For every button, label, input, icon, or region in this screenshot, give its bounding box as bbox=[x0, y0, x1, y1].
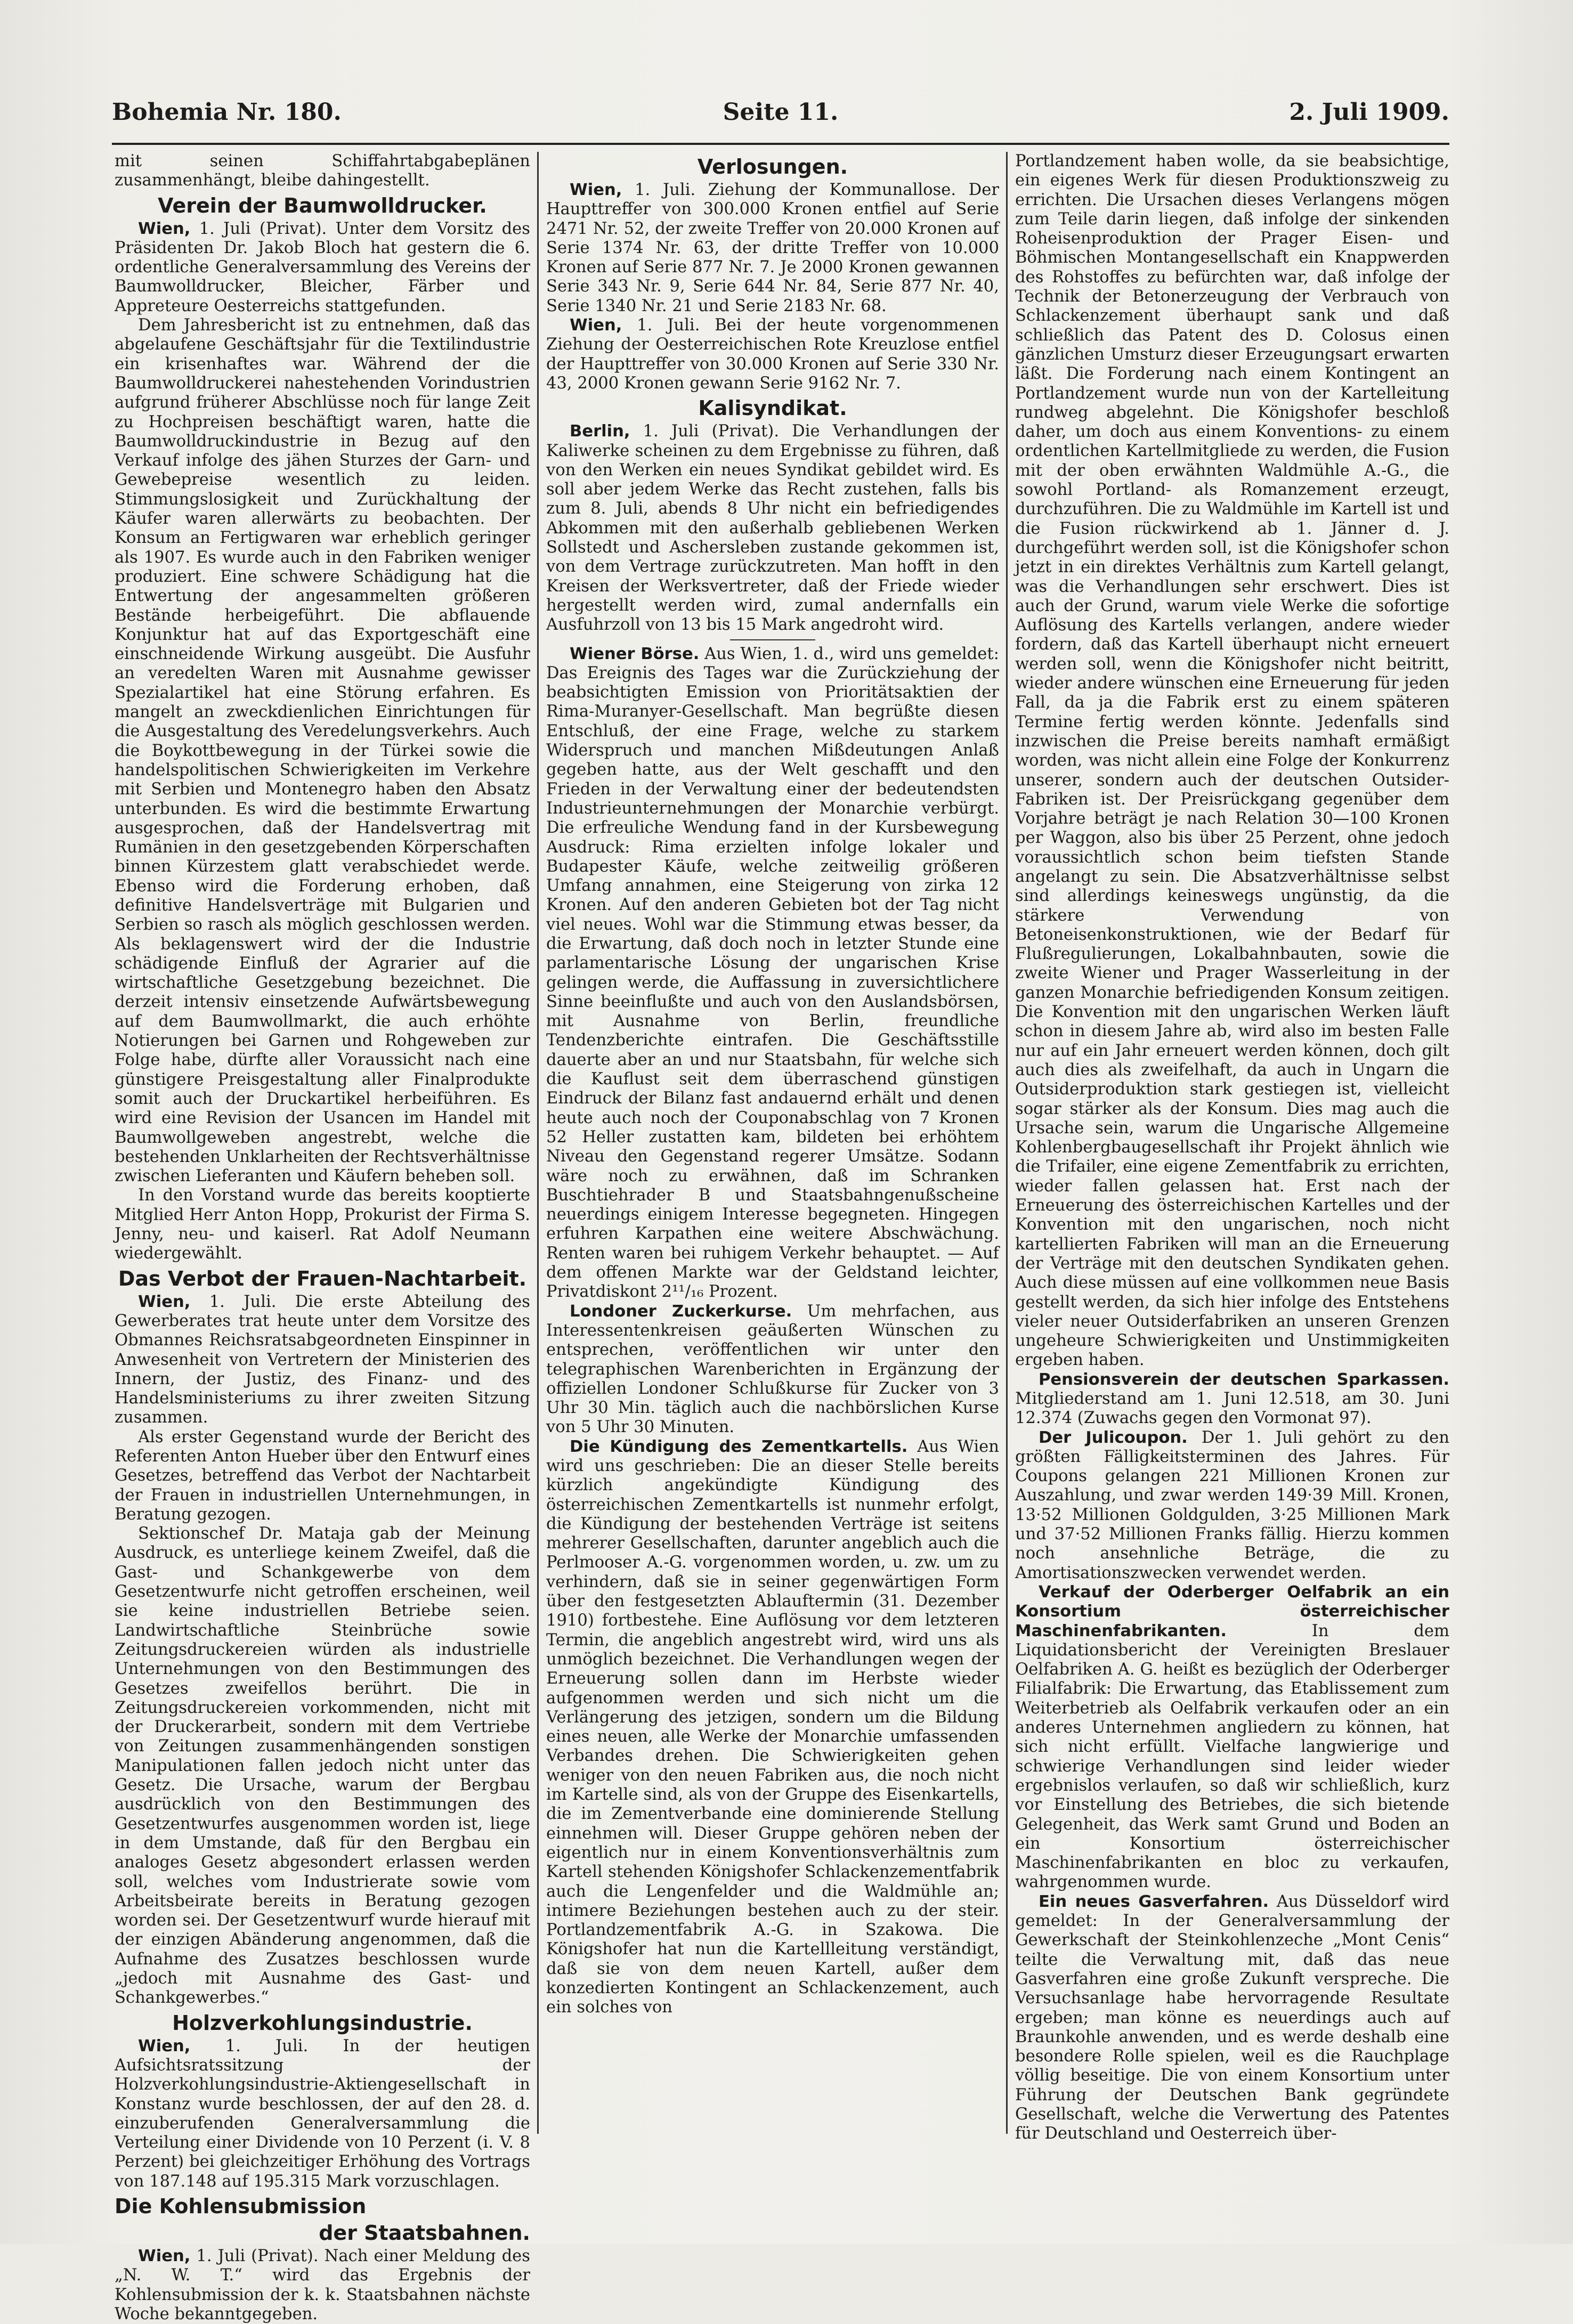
article-heading-verlosungen: Verlosungen. bbox=[697, 155, 848, 178]
article-paragraph bbox=[546, 422, 999, 635]
run-in-heading: Pensionsverein der deutschen Sparkassen. bbox=[1039, 1370, 1449, 1389]
paragraph-text: 1. Juli. In der heutigen Aufsichtsratssitzung der Holzverkohlungsindustrie-Aktiengesellschaft in Konstanz wurde beschlossen, der auf den 28. d. einzuberufenden Generalversammlung die Verteilung einer Dividende von 10 Perzent (i. V. 8 Perzent) bei gleichzeitiger Erhöhung des Vortrags von 187.148 auf 195.315 Mark vorzuschlagen. bbox=[115, 2036, 530, 2191]
run-in-heading: Die Kündigung des Zementkartells. bbox=[570, 1437, 908, 1456]
dateline: Wien, bbox=[138, 2246, 191, 2265]
run-in-heading: Verkauf der Oderberger Oelfabrik an ein Konsortium österreichischer Maschinenfabrikanten. bbox=[1015, 1582, 1449, 1640]
paragraph-text: Aus Düsseldorf wird gemeldet: In der Generalversammlung der Gewerkschaft der Steinkohlenzeche „Mont Cenis“ teilte die Verwaltung mit, daß das neue Gasverfahren eine große Zukunft verspreche. Die Versuchsanlage habe hervorragende Resultate ergeben; man könne es neuerdings auch auf Braunkohle anwenden, und es werde deshalb eine besondere Rolle spielen, weil es die Rauchplage völlig beseitige. Die von einem Konsortium unter Führung der Deutschen Bank gegründete Gesellschaft, welche die Verwertung des Patentes für Deutschland und Oesterreich über- bbox=[1015, 1892, 1449, 2143]
paragraph-text: Um mehrfachen, aus Interessentenkreisen geäußerten Wünschen zu entsprechen, veröffentlichen wir unter den telegraphischen Warenberichten in Ergänzung der offiziellen Londoner Schlußkurse für Zucker von 3 Uhr 30 Min. täglich auch die nachbörslichen Kurse von 5 Uhr 30 Minuten. bbox=[546, 1302, 999, 1437]
article-paragraph bbox=[546, 181, 999, 316]
article-heading-frauen-nachtarbeit: Das Verbot der Frauen-Nachtarbeit. bbox=[118, 1266, 527, 1290]
page-header bbox=[112, 99, 1449, 147]
article-continuation: mit seinen Schiffahrtabgabeplänen zusammenhängt, bleibe dahingestellt. bbox=[115, 152, 530, 190]
run-in-heading: Der Julicoupon. bbox=[1039, 1428, 1188, 1447]
column-2 bbox=[546, 152, 999, 2134]
article-paragraph bbox=[546, 316, 999, 393]
article-paragraph bbox=[115, 2247, 530, 2324]
paragraph-text: Aus Wien wird uns geschrieben: Die an dieser Stelle bereits kürzlich angekündigte Kündigung des österreichischen Zementkartells ist nunmehr erfolgt, die Kündigung der bestehenden Verträge ist seitens mehrerer Gesellschaften, darunter angeblich auch die Perlmooser A.-G. vorgenommen worden, u. zw. um zu verhindern, daß sie in seiner gegenwärtigen Form über den festgesetzten Ablauftermin (31. Dezember 1910) fortbestehe. Eine Auflösung vor dem letzteren Termin, die angeblich angestrebt wird, wird uns als unmöglich bezeichnet. Die Verhandlungen wegen der Erneuerung sollen dann im Herbste wieder aufgenommen werden und sich nicht um die Verlängerung des jetzigen, sondern um die Bildung eines neuen, alle Werke der Monarchie umfassenden Verbandes drehen. Die Schwierigkeiten gehen weniger von den neuen Fabriken aus, die noch nicht im Kartelle sind, als von der Gruppe des Eisenkartells, die im Zementverbande eine dominierende Stellung einnehmen will. Dieser Gruppe gehören neben der eigentlich nur in einem Konventionsverhältnis zum Kartell stehenden Königshofer Schlackenzementfabrik auch die Lengenfelder und die Waldmühle an; intimere Beziehungen bestehen auch zu der steir. Portlandzementfabrik A.-G. in Szakowa. Die Königshofer hat nun die Kartellleitung verständigt, daß sie von dem neuen Kartell, außer dem konzedierten Kontingent an Schlackenzement, auch ein solches von bbox=[546, 1437, 999, 2017]
article-paragraph bbox=[115, 1293, 530, 1428]
paragraph-text: 1. Juli. Ziehung der Kommunallose. Der Haupttreffer von 300.000 Kronen entfiel auf Serie 2471 Nr. 52, der zweite Treffer von 20.000 Kronen auf Serie 1374 Nr. 63, der dritte Treffer von 10.000 Kronen auf Serie 877 Nr. 7. Je 2000 Kronen gewannen Serie 343 Nr. 9, Serie 644 Nr. 84, Serie 877 Nr. 40, Serie 1340 Nr. 21 und Serie 2183 Nr. 68. bbox=[546, 181, 999, 315]
dateline: Wien, bbox=[138, 2036, 191, 2055]
article-paragraph bbox=[115, 2037, 530, 2191]
run-in-heading: Londoner Zuckerkurse. bbox=[570, 1302, 792, 1321]
article-paragraph bbox=[1015, 1370, 1449, 1428]
article-heading-baumwolldrucker: Verein der Baumwolldrucker. bbox=[158, 193, 487, 217]
article-paragraph bbox=[1015, 1428, 1449, 1583]
dateline: Wien, bbox=[138, 219, 191, 238]
article-paragraph: Als erster Gegenstand wurde der Bericht des Referenten Anton Hueber über den Entwurf eines Gesetzes, betreffend das Verbot der Nachtarbeit der Frauen in industriellen Unternehmungen, in Beratung gezogen. bbox=[115, 1427, 530, 1524]
header-rule bbox=[112, 143, 1449, 145]
column-1 bbox=[115, 152, 530, 2323]
paragraph-text: Aus Wien, 1. d., wird uns gemeldet: Das Ereignis des Tages war die Zurückziehung der beabsichtigten Emission von Prioritätsaktien der Rima-Muranyer-Gesellschaft. Man begrüßte diesen Entschluß, der eine Frage, welche zu starkem Widerspruch und manchen Mißdeutungen Anlaß gegeben hatte, aus der Welt geschafft und den Frieden in der Verwaltung einer der bedeutendsten Industrieunternehmungen der Monarchie verbürgt. Die erfreuliche Wendung fand in der Kursbewegung Ausdruck: Rima erzielten infolge lokaler und Budapester Käufe, welche zeitweilig größeren Umfang annahmen, eine Steigerung von zirka 12 Kronen. Auf den anderen Gebieten bot der Tag nicht viel neues. Wohl war die Stimmung etwas besser, da die Erwartung, daß doch noch in letzter Stunde eine parlamentarische Lösung der ungarischen Krise gelingen werde, die Auffassung in zuversichtlichere Sinne beeinflußte und auch von den Auslandsbörsen, mit Ausnahme von Berlin, freundliche Tendenzberichte eintrafen. Die Geschäftsstille dauerte aber an und nur Staatsbahn, für welche sich die Kauflust seit dem überraschend günstigen Eindruck der Bilanz fast andauernd erhält und denen heute auch noch der Couponabschlag von 7 Kronen 52 Heller zustatten kam, bildeten bei erhöhtem Niveau den Gegenstand regerer Umsätze. Sodann wäre noch zu erwähnen, daß im Schranken Buschtiehrader B und Staatsbahngenußscheine neuerdings einigem Interesse begegneten. Hingegen erfuhren Karpathen eine weitere Abschwächung. Renten waren bei ruhigem Verkehr behauptet. — Auf dem offenen Markte war der Geldstand leichter, Privatdiskont 2¹¹/₁₆ Prozent. bbox=[546, 644, 999, 1302]
page-number: Seite 11. bbox=[723, 99, 839, 126]
paragraph-text: 1. Juli. Bei der heute vorgenommenen Ziehung der Oesterreichischen Rote Kreuzlose entfiel der Haupttreffer von 30.000 Kronen auf Serie 330 Nr. 43, 2000 Kronen gewann Serie 9162 Nr. 7. bbox=[546, 316, 999, 393]
article-paragraph: Sektionschef Dr. Mataja gab der Meinung Ausdruck, es unterliege keinem Zweifel, daß die Gast- und Schankgewerbe von dem Gesetzentwurfe nicht getroffen erscheinen, weil sie keine industriellen Betriebe seien. Landwirtschaftliche Steinbrüche sowie Zeitungsdruckereien würden als industrielle Unternehmungen von den Bestimmungen des Gesetzes zweifellos berührt. Die in Zeitungsdruckereien vorkommenden, nicht mit der Druckerarbeit, sondern mit dem Vertriebe von Zeitungen zusammenhängenden sonstigen Manipulationen fallen jedoch nicht unter das Gesetz. Die Ursache, warum der Bergbau ausdrücklich von den Bestimmungen des Gesetzentwurfes ausgenommen worden ist, liege in dem Umstande, daß für den Bergbau ein analoges Gesetz abgesondert erlassen werden soll, welches vom Industrierate sowie vom Arbeitsbeirate bereits in Beratung gezogen worden sei. Der Gesetzentwurf wurde hierauf mit der einzigen Abänderung angenommen, daß die Aufnahme des Zusatzes beschlossen wurde „jedoch mit Ausnahme des Gast- und Schankgewerbes.“ bbox=[115, 1524, 530, 2008]
article-continuation: Portlandzement haben wolle, da sie beabsichtige, ein eigenes Werk für diesen Produktionszweig zu errichten. Die Ursachen dieses Verlangens mögen zum Teile darin liegen, daß infolge der sinkenden Roheisenproduktion der Prager Eisen- und Böhmischen Montangesellschaft ein Knappwerden des Rohstoffes zu befürchten war, daß infolge der Technik der Betonerzeugung der Verbrauch von Schlackenzement überhaupt sank und daß schließlich das Patent des D. Colosus einen gänzlichen Umsturz dieser Erzeugungsart erwarten läßt. Die Forderung nach einem Kontingent an Portlandzement wurde nun von der Kartelleitung rundweg abgelehnt. Die Königshofer beschloß daher, um doch aus einem Konventions- zu einem ordentlichen Kartellmitgliede zu werden, die Fusion mit der oben erwähnten Waldmühle A.-G., die sowohl Portland- als Romanzement erzeugt, durchzuführen. Die zu Waldmühle im Kartell ist und die Fusion rückwirkend ab 1. Jänner d. J. durchgeführt werden soll, ist die Königshofer schon jetzt in ein direktes Verhältnis zum Kartell gelangt, was die Verhandlungen sehr erschwert. Dies ist auch der Grund, warum viele Werke die sofortige Auflösung des Kartells verlangen, andere wieder fordern, daß das Kartell überhaupt nicht erneuert werden soll, wenn die Königshofer nicht beitritt, wieder andere wünschen eine Erneuerung für jeden Fall, da ja die Fabrik erst zu einem späteren Termine fertig werden könnte. Jedenfalls sind inzwischen die Preise bereits namhaft ermäßigt worden, was nicht allein eine Folge der Konkurrenz unserer, sondern auch der deutschen Outsider-Fabriken ist. Der Preisrückgang gegenüber dem Vorjahre beträgt je nach Relation 30—100 Kronen per Waggon, also bis über 25 Perzent, ohne jedoch voraussichtlich schon beim tiefsten Stande angelangt zu sein. Die Absatzverhältnisse selbst sind allerdings keineswegs ungünstig, da die stärkere Verwendung von Betoneisenkonstruktionen, wie der Bedarf für Flußregulierungen, Lokalbahnbauten, sowie die zweite Wiener und Prager Wasserleitung in der ganzen Monarchie befriedigenden Konsum zeitigen. Die Konvention mit den ungarischen Werken läuft schon in diesem Jahre ab, wird also im besten Falle nur auf ein Jahr erneuert werden können, doch gilt auch dies als zweifelhaft, da auch in Ungarn die Outsiderproduktion stark gestiegen ist, vielleicht sogar stärker als der Konsum. Dies mag auch die Ursache sein, warum die Ungarische Allgemeine Kohlenbergbaugesellschaft ihr Projekt ähnlich wie die Trifailer, eine eigene Zementfabrik zu errichten, wieder fallen gelassen hat. Erst nach der Erneuerung des österreichischen Kartelles und der Konvention mit den ungarischen, noch nicht kartellierten Fabriken will man an die Erneuerung der Verträge mit den deutschen Syndikaten gehen. Auch diese müssen auf eine vollkommen neue Basis gestellt werden, da sich hier infolge des Entstehens vieler neuer Outsiderfabriken an unseren Grenzen ungeheure Schwierigkeiten und Unstimmigkeiten ergeben haben. bbox=[1015, 152, 1449, 1370]
article-paragraph bbox=[546, 645, 999, 1302]
column-3 bbox=[1015, 152, 1449, 2143]
section-divider bbox=[730, 639, 815, 640]
paragraph-text: In dem Liquidationsbericht der Vereinigten Breslauer Oelfabriken A. G. heißt es bezüglich der Oderberger Filialfabrik: Die Erwartung, das Etablissement zum Weiterbetrieb als Oelfabrik verkaufen oder an ein anderes Unternehmen angliedern zu können, hat sich nicht erfüllt. Vielfache langwierige und schwierige Verhandlungen sind leider wieder ergebnislos verlaufen, so daß wir schließlich, kurz vor Einstellung des Betriebes, die sich bietende Gelegenheit, das Werk samt Grund und Boden an ein Konsortium österreichischer Maschinenfabrikanten en bloc zu verkaufen, wahrgenommen wurde. bbox=[1015, 1621, 1449, 1892]
dateline: Berlin, bbox=[570, 422, 630, 441]
issue-date: 2. Juli 1909. bbox=[1289, 99, 1449, 126]
run-in-heading: Ein neues Gasverfahren. bbox=[1039, 1892, 1269, 1911]
masthead-issue: Bohemia Nr. 180. bbox=[112, 99, 342, 126]
article-heading-kohlensubmission: Die Kohlensubmission bbox=[115, 2194, 367, 2218]
article-heading-kalisyndikat: Kalisyndikat. bbox=[698, 396, 847, 420]
dateline: Wien, bbox=[570, 181, 622, 199]
article-paragraph bbox=[546, 1302, 999, 1437]
article-paragraph: Dem Jahresbericht ist zu entnehmen, daß das abgelaufene Geschäftsjahr für die Textilindustrie ein krisenhaftes war. Während der die Baumwolldruckerei nahestehenden Vorindustrien aufgrund früherer Abschlüsse noch für lange Zeit zu Hochpreisen beschäftigt waren, hatte die Baumwolldruckindustrie in Bezug auf den Verkauf infolge des jähen Sturzes der Garn- und Gewebepreise wesentlich zu leiden. Stimmungslosigkeit und Zurückhaltung der Käufer waren allerwärts zu beobachten. Der Konsum an Fertigwaren war erheblich geringer als 1907. Es wurde auch in den Fabriken weniger produziert. Eine schwere Schädigung hat die Entwertung der angesammelten größeren Bestände herbeigeführt. Die abflauende Konjunktur hat auf das Exportgeschäft eine einschneidende Wirkung ausgeübt. Die Ausfuhr an veredelten Waren mit Ausnahme gewisser Spezialartikel hat eine Störung erfahren. Es mangelt an zweckdienlichen Einrichtungen für die Ausgestaltung des Veredelungsverkehrs. Auch die Boykottbewegung in der Türkei sowie die handelspolitischen Schwierigkeiten im Verkehre mit Serbien und Montenegro haben den Absatz unterbunden. Es wird die bestimmte Erwartung ausgesprochen, daß der Handelsvertrag mit Rumänien in den gesetzgebenden Körperschaften binnen Kürzestem glatt verabschiedet werde. Ebenso wird die Forderung erhoben, daß definitive Handelsverträge mit Bulgarien und Serbien so rasch als möglich geschlossen werden. Als beklagenswert wird der die Industrie schädigende Einfluß der Agrarier auf die wirtschaftliche Gesetzgebung bezeichnet. Die derzeit intensiv einsetzende Aufwärtsbewegung auf dem Baumwollmarkt, die auch erhöhte Notierungen bei Garnen und Rohgeweben zur Folge habe, dürfte aller Voraussicht nach eine günstigere Preisgestaltung aller Finalprodukte somit auch der Druckartikel herbeiführen. Es wird eine Revision der Usancen im Handel mit Baumwollgeweben angestrebt, welche die bestehenden Unklarheiten der Rechtsverhältnisse zwischen Lieferanten und Käufern beheben soll. bbox=[115, 316, 530, 1186]
column-rule-1 bbox=[537, 152, 539, 2134]
paragraph-text: 1. Juli. Die erste Abteilung des Gewerberates trat heute unter dem Vorsitze des Obmannes Reichsratsabgeordneten Einspinner in Anwesenheit von Vertretern der Ministerien des Innern, der Justiz, des Finanz- und des Handelsministeriums zu ihrer zweiten Sitzung zusammen. bbox=[115, 1292, 530, 1427]
dateline: Wien, bbox=[570, 316, 622, 335]
article-heading-holzverkohlung: Holzverkohlungsindustrie. bbox=[172, 2011, 473, 2035]
column-rule-2 bbox=[1006, 152, 1008, 2134]
paragraph-text: Mitgliederstand am 1. Juni 12.518, am 30. Juni 12.374 (Zuwachs gegen den Vormonat 97). bbox=[1015, 1389, 1449, 1428]
article-subheading-staatsbahnen: der Staatsbahnen. bbox=[319, 2221, 530, 2245]
article-paragraph bbox=[115, 220, 530, 316]
article-paragraph bbox=[1015, 1583, 1449, 1892]
article-paragraph bbox=[1015, 1892, 1449, 2144]
dateline: Wien, bbox=[138, 1292, 191, 1311]
paragraph-text: 1. Juli (Privat). Nach einer Meldung des „N. W. T.“ wird das Ergebnis der Kohlensubmission der k. k. Staatsbahnen nächste Woche bekanntgegeben. bbox=[115, 2246, 530, 2323]
article-paragraph: In den Vorstand wurde das bereits kooptierte Mitglied Herr Anton Hopp, Prokurist der Firma S. Jenny, neu- und kaiserl. Rat Adolf Neumann wiedergewählt. bbox=[115, 1186, 530, 1263]
paragraph-text: 1. Juli (Privat). Unter dem Vorsitz des Präsidenten Dr. Jakob Bloch hat gestern die 6. ordentliche Generalversammlung des Vereins der Baumwolldrucker, Bleicher, Färber und Appreteure Oesterreichs stattgefunden. bbox=[115, 219, 530, 315]
article-paragraph bbox=[546, 1437, 999, 2018]
paragraph-text: 1. Juli (Privat). Die Verhandlungen der Kaliwerke scheinen zu dem Ergebnisse zu führen, daß von den Werken ein neues Syndikat gebildet wird. Es soll aber jedem Werke das Recht zustehen, falls bis zum 8. Juli, abends 8 Uhr nicht ein befriedigendes Abkommen mit den außerhalb gebliebenen Werken Sollstedt und Aschersleben zustande gekommen ist, von dem Vertrage zurückzutreten. Man hofft in den Kreisen der Werksvertreter, daß der Friede wieder hergestellt werden wird, zumal andernfalls ein Ausfuhrzoll von 13 bis 15 Mark angedroht wird. bbox=[546, 422, 999, 635]
paragraph-text: Der 1. Juli gehört zu den größten Fälligkeitsterminen des Jahres. Für Coupons gelangen 221 Millionen Kronen zur Auszahlung, und zwar werden 149·39 Mill. Kronen, 13·52 Millionen Goldgulden, 3·25 Millionen Mark und 37·52 Millionen Franks fällig. Hierzu kommen noch ansehnliche Beträge, die zu Amortisationszwecken verwendet werden. bbox=[1015, 1428, 1449, 1582]
run-in-heading: Wiener Börse. bbox=[570, 644, 700, 663]
